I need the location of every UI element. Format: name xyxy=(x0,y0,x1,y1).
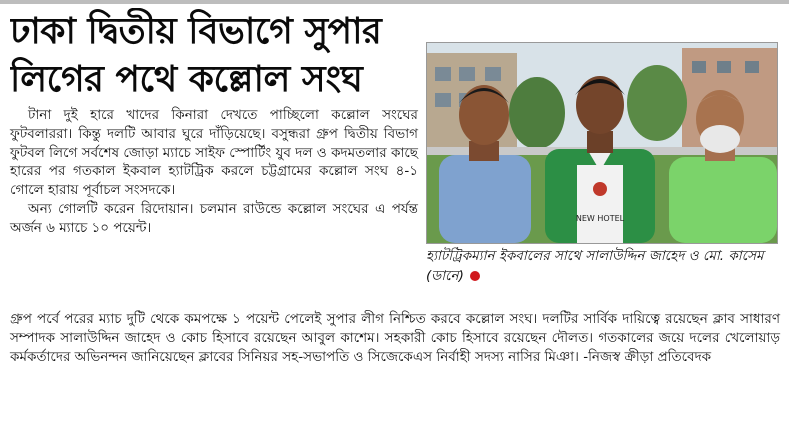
photo-caption xyxy=(426,246,781,286)
headline xyxy=(10,8,420,104)
headline-line-2: লিগের পথে কল্লোল সংঘ xyxy=(10,59,363,100)
caption-text: হ্যাটট্রিকম্যান ইকবালের সাথে সালাউদ্দিন জাহেদ ও মো. কাসেম (ডানে) xyxy=(426,248,764,284)
headline-line-1: ঢাকা দ্বিতীয় বিভাগে সুপার xyxy=(10,11,382,52)
photo-illustration xyxy=(427,43,777,243)
article-paragraph-2: অন্য গোলটি করেন রিদোয়ান। চলমান রাউন্ডে কল্লোল সংঘের এ পর্যন্ত অর্জন ৬ ম্যাচে ১০ পয়েন্ট। xyxy=(10,200,418,236)
article-paragraph-3: গ্রুপ পর্বে পরের ম্যাচ দুটি থেকে কমপক্ষে ১ পয়েন্ট পেলেই সুপার লীগ নিশ্চিত করবে কল্লোল সংঘ। দলটির সার্বিক দায়িত্বে রয়েছেন ক্লাব সাধারণ সম্পাদক সালাউদ্দিন জাহেদ ও কোচ হিসাবে রয়েছেন আবুল কাশেম। সহকারী কোচ হিসাবে রয়েছেন দৌলত। গতকালের জয়ে দলের খেলোয়াড় কর্মকর্তাদের অভিনন্দন জানিয়েছেন ক্লাবের সিনিয়র সহ-সভাপতি ও সিজেকেএস নির্বাহী সদস্য নাসির মিঞা। -নিজস্ব ক্রীড়া প্রতিবেদক xyxy=(10,311,780,365)
top-divider xyxy=(0,0,789,4)
article-paragraph-1: টানা দুই হারে খাদের কিনারা দেখতে পাচ্ছিলো কল্লোল সংঘের ফুটবলাররা। কিন্তু দলটি আবার ঘুরে দাঁড়িয়েছে। বসুন্ধরা গ্রুপ দ্বিতীয় বিভাগ ফুটবল লিগে সর্বশেষ জোড়া ম্যাচে সাইফ স্পোর্টিং যুব দল ও কদমতলার কাছে হারের পর গতকাল ইকবাল হ্যাটট্রিক করলে চট্টগ্রামের কল্লোল সংঘ ৪-১ গোলে হারায় পূর্বাচল সংসদকে। xyxy=(10,107,418,199)
article-full-width xyxy=(10,310,780,366)
jersey-sponsor-text: NEW HOTEL xyxy=(575,214,625,223)
bullet-dot-icon xyxy=(470,271,480,281)
news-photo xyxy=(426,42,778,244)
article-column xyxy=(10,106,418,238)
